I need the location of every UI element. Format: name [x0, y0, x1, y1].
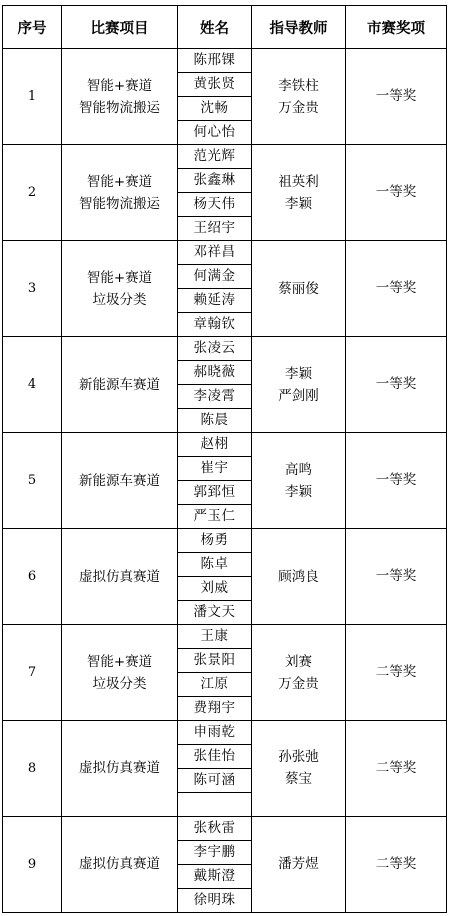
seq-cell: 7 [3, 625, 62, 721]
teacher-cell [252, 49, 346, 145]
table-row [3, 816, 447, 840]
teacher-line: 蔡宝 [285, 771, 312, 788]
member-name-cell: 张凌云 [178, 337, 252, 361]
seq-cell: 4 [3, 337, 62, 433]
teacher-line: 李颖 [285, 483, 312, 500]
table-row [3, 721, 447, 745]
award-table [2, 5, 447, 913]
member-name-cell: 李凌霄 [178, 385, 252, 409]
seq-cell: 3 [3, 241, 62, 337]
teacher-line: 万金贵 [278, 99, 319, 116]
table-row [3, 625, 447, 649]
seq-cell: 2 [3, 145, 62, 241]
award-cell: 二等奖 [346, 625, 447, 721]
project-cell [62, 337, 178, 433]
member-name-cell: 范光辉 [178, 145, 252, 169]
teacher-cell [252, 529, 346, 625]
project-line: 智能+赛道 [86, 269, 153, 286]
teacher-line: 蔡丽俊 [278, 280, 319, 297]
project-line: 智能物流搬运 [79, 195, 160, 212]
project-line: 智能+赛道 [86, 173, 153, 190]
member-name-cell: 赖延涛 [178, 289, 252, 313]
award-cell: 一等奖 [346, 241, 447, 337]
project-cell [62, 816, 178, 912]
award-cell: 一等奖 [346, 529, 447, 625]
member-name-cell: 王康 [178, 625, 252, 649]
project-cell [62, 433, 178, 529]
member-name-cell: 张佳怡 [178, 745, 252, 769]
member-name-cell: 严玉仁 [178, 505, 252, 529]
teacher-cell [252, 241, 346, 337]
teacher-line: 李颖 [285, 195, 312, 212]
table-row [3, 145, 447, 169]
project-line: 智能+赛道 [86, 77, 153, 94]
seq-cell: 6 [3, 529, 62, 625]
teacher-cell [252, 625, 346, 721]
project-line: 新能源车赛道 [79, 376, 160, 393]
project-line: 智能+赛道 [86, 653, 153, 670]
project-cell [62, 625, 178, 721]
member-name-cell: 陈邢锞 [178, 49, 252, 73]
member-name-cell: 戴斯澄 [178, 864, 252, 888]
project-line: 垃圾分类 [92, 291, 147, 308]
member-name-cell: 潘文天 [178, 601, 252, 625]
project-line: 垃圾分类 [92, 675, 147, 692]
table-row [3, 241, 447, 265]
member-name-cell: 崔宇 [178, 457, 252, 481]
award-cell: 一等奖 [346, 49, 447, 145]
project-cell [62, 241, 178, 337]
teacher-line: 李颖 [285, 365, 312, 382]
member-name-cell: 杨勇 [178, 529, 252, 553]
teacher-cell [252, 145, 346, 241]
award-cell: 二等奖 [346, 721, 447, 817]
header-award: 市赛奖项 [346, 6, 447, 49]
seq-cell: 8 [3, 721, 62, 817]
teacher-line: 潘芳煜 [278, 856, 319, 873]
seq-cell: 5 [3, 433, 62, 529]
member-name-cell: 何心怡 [178, 121, 252, 145]
member-name-cell: 郭郅恒 [178, 481, 252, 505]
header-seq: 序号 [3, 6, 62, 49]
member-name-cell: 费翔宇 [178, 697, 252, 721]
teacher-line: 高鸣 [285, 461, 312, 478]
member-name-cell: 陈可涵 [178, 769, 252, 793]
project-line: 智能物流搬运 [79, 99, 160, 116]
header-row [3, 6, 447, 49]
project-line: 虚拟仿真赛道 [79, 568, 160, 585]
teacher-cell [252, 337, 346, 433]
award-cell: 二等奖 [346, 816, 447, 912]
member-name-cell: 赵栩 [178, 433, 252, 457]
member-name-cell: 邓祥昌 [178, 241, 252, 265]
teacher-cell [252, 721, 346, 817]
table-row [3, 337, 447, 361]
teacher-line: 孙张弛 [278, 749, 319, 766]
teacher-line: 万金贵 [278, 675, 319, 692]
header-teacher: 指导教师 [252, 6, 346, 49]
project-cell [62, 529, 178, 625]
header-project: 比赛项目 [62, 6, 178, 49]
table-body [3, 49, 447, 913]
member-name-cell: 王绍宇 [178, 217, 252, 241]
project-line: 虚拟仿真赛道 [79, 856, 160, 873]
member-name-cell: 何满金 [178, 265, 252, 289]
member-name-cell: 张景阳 [178, 649, 252, 673]
member-name-cell: 张鑫琳 [178, 169, 252, 193]
member-name-cell: 申雨乾 [178, 721, 252, 745]
award-cell: 一等奖 [346, 337, 447, 433]
table-header [3, 6, 447, 49]
award-cell: 一等奖 [346, 433, 447, 529]
seq-cell: 9 [3, 816, 62, 912]
table-row [3, 433, 447, 457]
member-name-cell: 徐明珠 [178, 888, 252, 912]
teacher-line: 刘赛 [285, 653, 312, 670]
member-name-cell: 李宇鹏 [178, 840, 252, 864]
member-name-cell [178, 793, 252, 817]
header-name: 姓名 [178, 6, 252, 49]
teacher-line: 李铁柱 [278, 77, 319, 94]
table-row [3, 49, 447, 73]
member-name-cell: 陈晨 [178, 409, 252, 433]
teacher-line: 顾鸿良 [278, 568, 319, 585]
project-line: 虚拟仿真赛道 [79, 760, 160, 777]
teacher-cell [252, 433, 346, 529]
project-line: 新能源车赛道 [79, 472, 160, 489]
member-name-cell: 章翰钦 [178, 313, 252, 337]
member-name-cell: 黄张贤 [178, 73, 252, 97]
award-cell: 一等奖 [346, 145, 447, 241]
teacher-cell [252, 816, 346, 912]
project-cell [62, 721, 178, 817]
teacher-line: 祖英利 [278, 173, 319, 190]
teacher-line: 严剑刚 [278, 387, 319, 404]
member-name-cell: 刘威 [178, 577, 252, 601]
member-name-cell: 陈卓 [178, 553, 252, 577]
project-cell [62, 145, 178, 241]
project-cell [62, 49, 178, 145]
table-row [3, 529, 447, 553]
member-name-cell: 江原 [178, 673, 252, 697]
member-name-cell: 沈畅 [178, 97, 252, 121]
member-name-cell: 杨天伟 [178, 193, 252, 217]
seq-cell: 1 [3, 49, 62, 145]
member-name-cell: 郝晓薇 [178, 361, 252, 385]
member-name-cell: 张秋雷 [178, 816, 252, 840]
